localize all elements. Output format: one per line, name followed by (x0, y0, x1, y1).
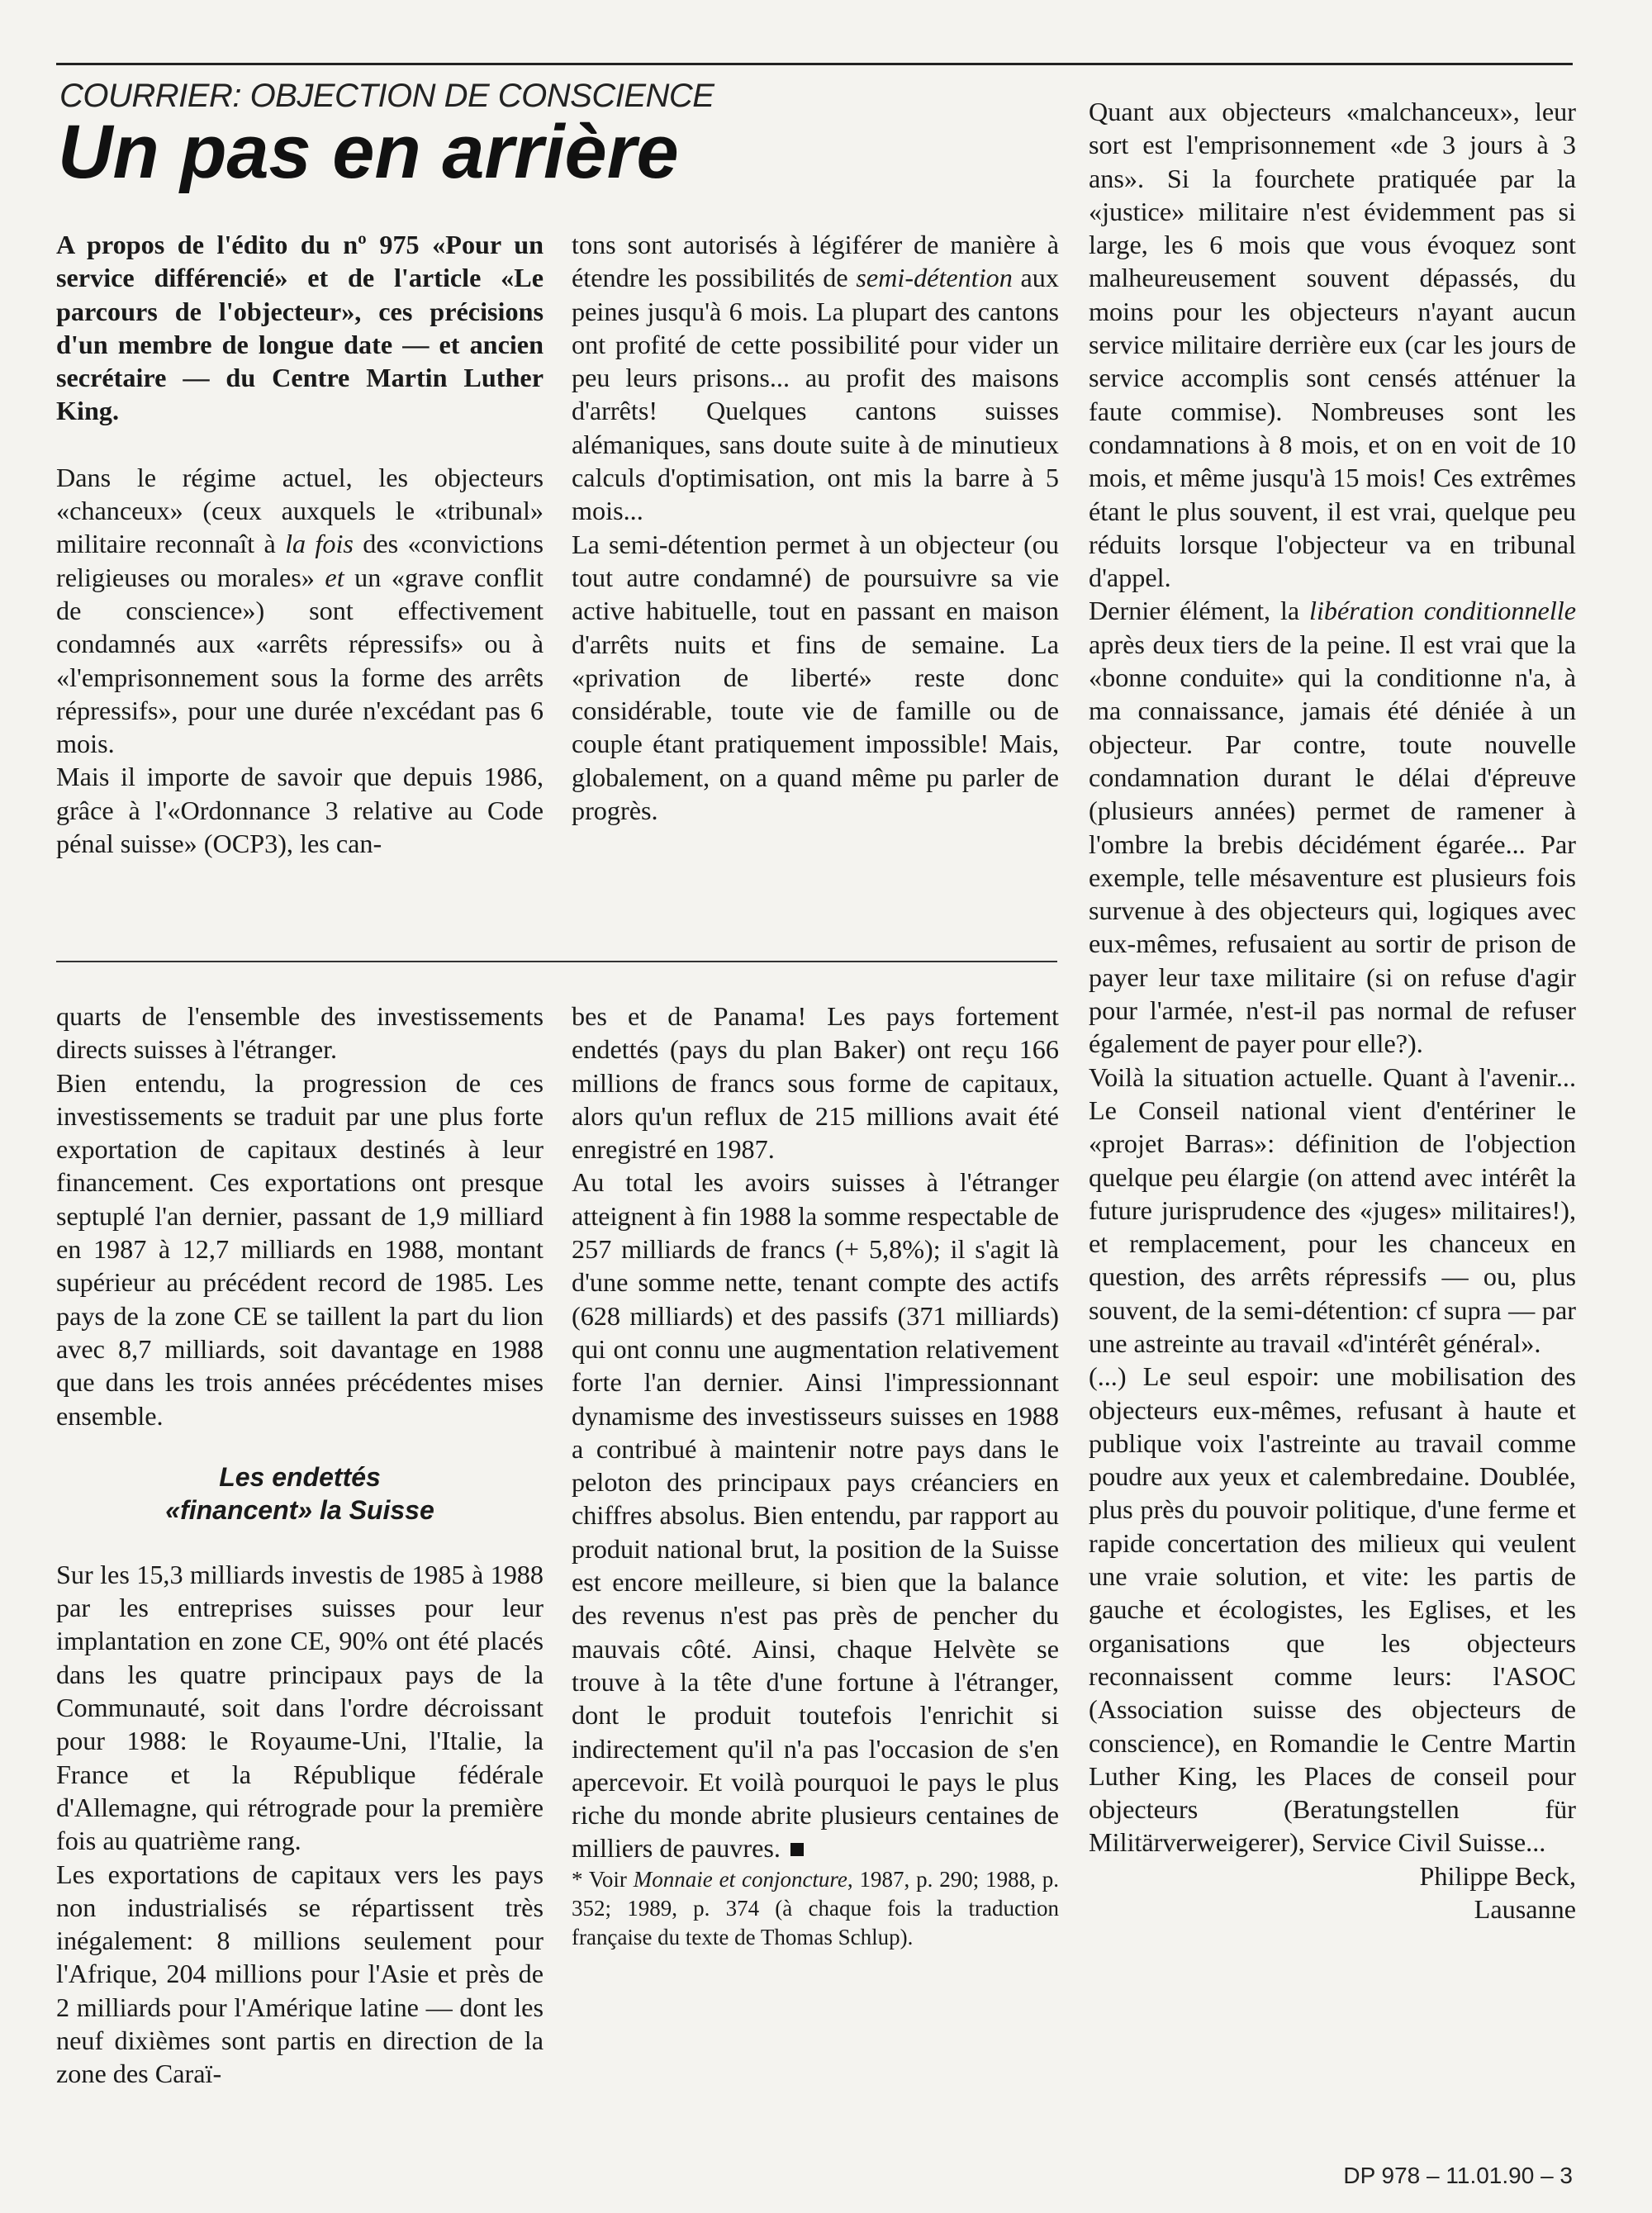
signature-place: Lausanne (1474, 1894, 1576, 1925)
letter-paragraph: Dernier élément, la libération conditionnelle après deux tiers de la peine. Il est vrai que la «bonne conduite» qui la conditionne n'a, à ma connaissance, jamais été déniée à un objecteur. Par contre, toute nouvelle condamnation durant le délai d'épreuve (plusieurs années) permet de ramener à l'ombre la brebis décidément égarée... Par exemple, telle mésaventure est plusieurs fois survenue à des objecteurs qui, logiques avec eux-mêmes, refusaient au sortir de prison de payer leur taxe militaire (si on refuse d'agir pour l'armée, n'est-il pas normal de refuser également de payer pour elle?). (1089, 596, 1577, 1059)
page-folio: DP 978 – 11.01.90 – 3 (1343, 2163, 1573, 2188)
letter-paragraph: Dans le régime actuel, les objecteurs «chanceux» (ceux auxquels le «tribunal» militaire reconnaît à la fois des «convictions religieuses ou morales» et un «grave conflit de conscience») sont effectivement condamnés aux «arrêts répressifs» ou à «l'emprisonnement sous la forme des arrêts répressifs», pour une durée n'excédant pas 6 mois. (56, 462, 544, 759)
letter-paragraph: (...) Le seul espoir: une mobilisation des objecteurs eux-mêmes, refusant à haute et publique voix l'astreinte au travail comme poudre aux yeux et calembredaine. Doublée, plus près du pouvoir politique, d'une ferme et rapide concertation des milieux qui veulent une vraie solution, et vite: les partis de gauche et écologistes, les Eglises, et les organisations que les objecteurs reconnaissent comme leurs: l'ASOC (Association suisse des objecteurs de conscience), en Romandie le Centre Martin Luther King, les Places de conseil pour objecteurs (Beratungstellen für Militärverweigerer), Service Civil Suisse... (1089, 1361, 1576, 1858)
article-paragraph: Au total les avoirs suisses à l'étranger atteignent à fin 1988 la somme respectable de 257 milliards de francs (+ 5,8%); il s'agit là d'une somme nette, tenant compte des actifs (628 milliards) et des passifs (371 milliards) qui ont connu une augmentation relativement forte l'an dernier. Ainsi l'impressionnant dynamisme des investisseurs suisses en 1988 a contribué à maintenir notre pays dans le peloton des principaux pays créanciers en chiffres absolus. Bien entendu, par rapport au produit national brut, la position de la Suisse est encore meilleure, si bien que la balance des revenus n'est pas près de pencher du mauvais côté. Ainsi, chaque Helvète se trouve à la tête d'une fortune à l'étranger, dont le produit toutefois l'enrichit si indirectement qu'il n'a pas l'occasion de s'en apercevoir. Et voilà pourquoi le pays le plus riche du monde abrite plusieurs centaines de milliers de pauvres. (572, 1167, 1059, 1864)
letter-paragraph: Voilà la situation actuelle. Quant à l'avenir... Le Conseil national vient d'entériner le «projet Barras»: définition de l'objection quelque peu élargie (on attend avec intérêt la future jurisprudence des «juges» militaires!), et remplacement, pour les chanceux en question, des arrêts répressifs — ou, plus souvent, de la semi-détention: cf supra — par une astreinte au travail «d'intérêt général». (1089, 1061, 1576, 1358)
article-paragraph: quarts de l'ensemble des investissements directs suisses à l'étranger. (56, 1001, 544, 1065)
article-paragraph: Bien entendu, la progression de ces investissements se traduit par une plus forte exportation de capitaux destinés à leur financement. Ces exportations ont presque septuplé l'an dernier, passant de 1,9 milliard en 1987 à 12,7 milliards en 1988, montant supérieur au précédent record de 1985. Les pays de la zone CE se taillent la part du lion avec 8,7 milliards, soit davantage en 1988 que dans les trois années précédentes mises ensemble. (56, 1067, 544, 1431)
letter-paragraph: Mais il importe de savoir que depuis 1986, grâce à l'«Ordonnance 3 relative au Code pénal suisse» (OCP3), les can- (56, 762, 544, 859)
footnote: * Voir Monnaie et conjoncture, 1987, p. 290; 1988, p. 352; 1989, p. 374 (à chaque fois la traduction française du texte de Thomas Schlup). (572, 1866, 1059, 1949)
article-paragraph: Les exportations de capitaux vers les pays non industrialisés se répartissent très inégalement: 8 millions seulement pour l'Afrique, 204 millions pour l'Asie et près de 2 milliards pour l'Amérique latine — dont les neuf dixièmes sont partis en direction de la zone des Caraï- (56, 1859, 544, 2089)
letter-paragraph: La semi-détention permet à un objecteur (ou tout autre condamné) de poursuivre sa vie active habituelle, tout en passant en maison d'arrêts nuits et fins de semaine. La «privation de liberté» reste donc considérable, toute vie de famille ou de couple étant pratiquement impossible! Mais, globalement, on a quand même pu parler de progrès. (572, 529, 1059, 826)
letter-lead: A propos de l'édito du nº 975 «Pour un service différencié» et de l'article «Le parcours de l'objecteur», ces précisions d'un membre de longue date — et ancien secrétaire — du Centre Martin Luther King. (56, 230, 544, 426)
article-subhead: Les endettés «financent» la Suisse (165, 1461, 434, 1525)
letter-column-1 (56, 228, 544, 860)
letter-paragraph: Quant aux objecteurs «malchanceux», leur sort est l'emprisonnement «de 3 jours à 3 ans». Si la fourchete pratiquée par la «justice» militaire n'est évidemment pas si large, les 6 mois que vous évoquez sont malheureusement souvent dépassés, du moins pour les objecteurs n'ayant aucun service militaire derrière eux (car les jours de service accomplis sont censés atténuer la faute commise). Nombreuses sont les condamnations à 8 mois, et on en voit de 10 mois, et même jusqu'à 15 mois! Ces extrêmes étant le plus souvent, il est vrai, quelque peu réduits lorsque l'objecteur va en tribunal d'appel. (1089, 97, 1576, 593)
letter-column-3 (1089, 95, 1576, 1926)
signature-name: Philippe Beck, (1419, 1860, 1576, 1891)
end-of-article-mark (790, 1843, 804, 1856)
page-title: Un pas en arrière (58, 110, 679, 194)
letter-column-2 (572, 228, 1059, 827)
article-column-1 (56, 1000, 544, 2091)
section-kicker: COURRIER: OBJECTION DE CONSCIENCE (59, 78, 714, 114)
article-column-2 (572, 1000, 1059, 1952)
top-rule (56, 63, 1573, 65)
article-paragraph: Sur les 15,3 milliards investis de 1985 à 1988 par les entreprises suisses pour leur implantation en zone CE, 90% ont été placés dans les quatre principaux pays de la Communauté, soit dans l'ordre décroissant pour 1988: le Royaume-Uni, l'Italie, la France et la République fédérale d'Allemagne, qui rétrograde pour la première fois au quatrième rang. (56, 1559, 544, 1856)
letter-paragraph: tons sont autorisés à légiférer de manière à étendre les possibilités de semi-détention aux peines jusqu'à 6 mois. La plupart des cantons ont profité de cette possibilité pour vider un peu leurs prisons... au profit des maisons d'arrêts! Quelques cantons suisses alémaniques, sans doute suite à de minutieux calculs d'optimisation, ont mis la barre à 5 mois... (572, 230, 1059, 526)
section-divider (56, 961, 1057, 962)
article-paragraph: bes et de Panama! Les pays fortement endettés (pays du plan Baker) ont reçu 166 millions de francs sous forme de capitaux, alors qu'un reflux de 215 millions avait été enregistré en 1987. (572, 1001, 1059, 1165)
